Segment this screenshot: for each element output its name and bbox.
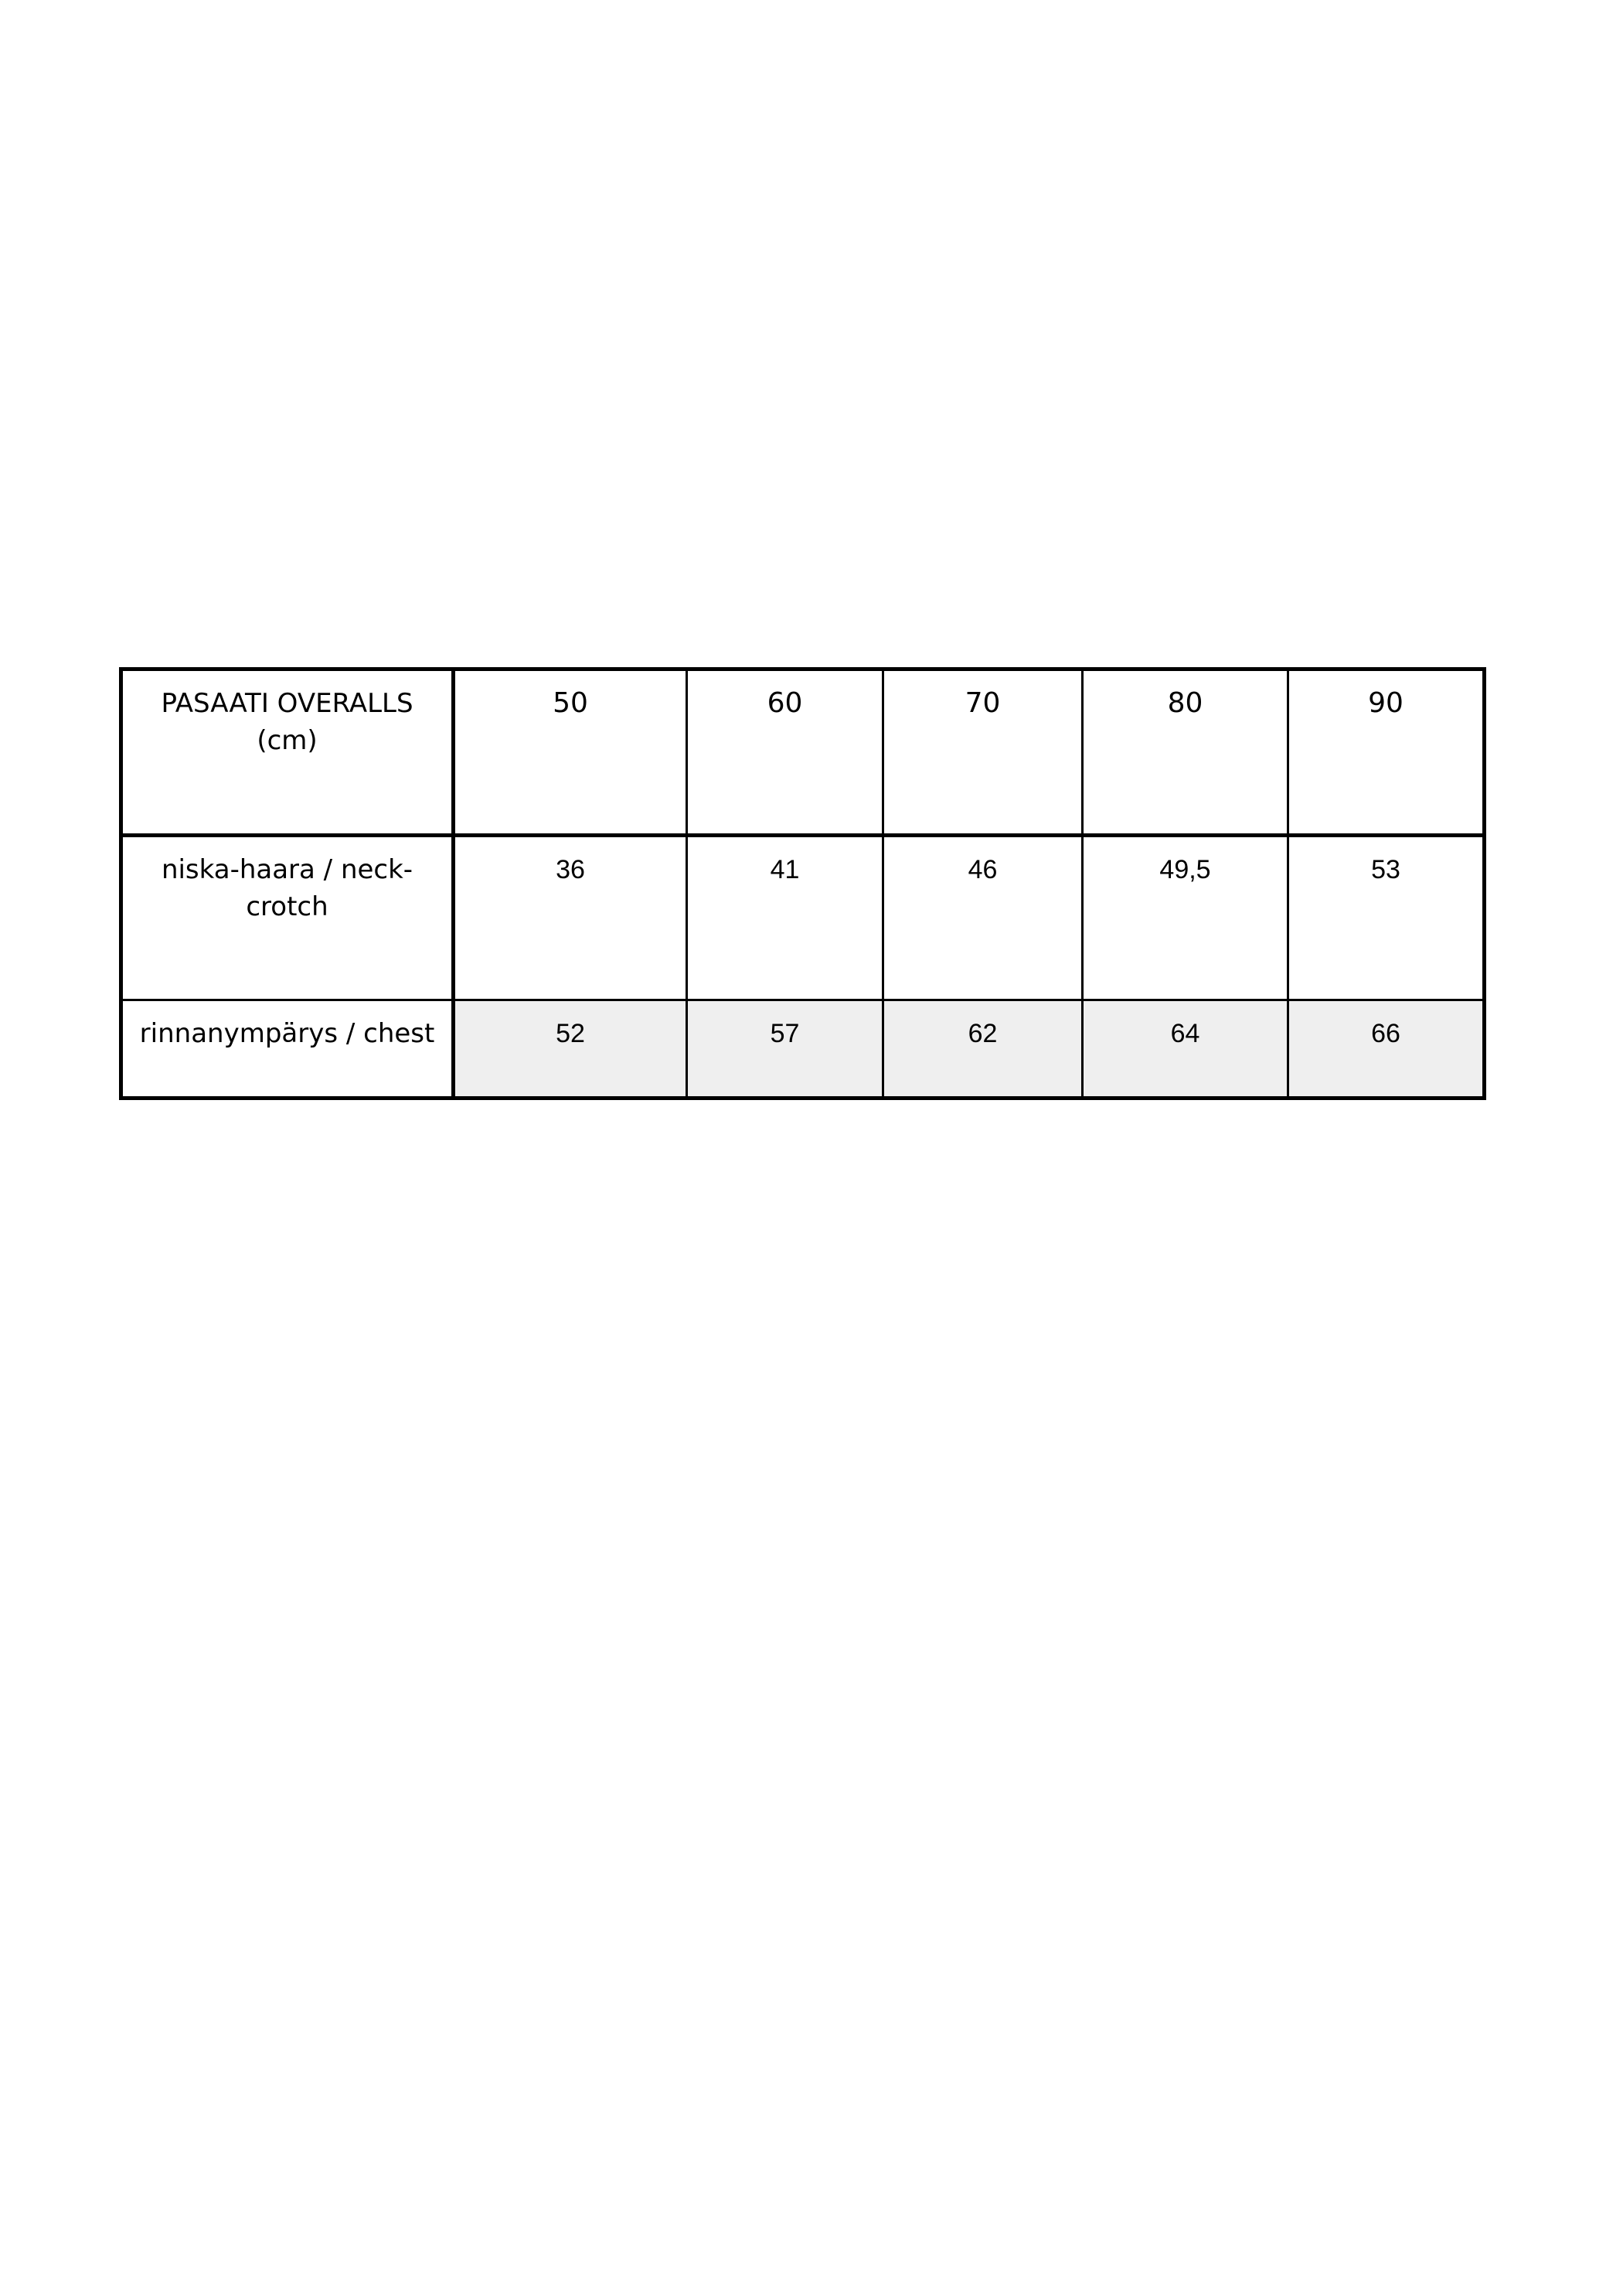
table-cell: 57 <box>687 1000 883 1099</box>
table-unit: (cm) <box>257 725 318 756</box>
table-cell: 52 <box>454 1000 687 1099</box>
table-cell: 64 <box>1083 1000 1288 1099</box>
table-cell: 36 <box>454 836 687 1000</box>
table-row-chest <box>121 1000 1485 1099</box>
table-cell: 49,5 <box>1083 836 1288 1000</box>
size-header-80: 80 <box>1083 669 1288 836</box>
table-cell: 46 <box>883 836 1083 1000</box>
row-label-line: rinnanympärys / chest <box>139 1018 435 1050</box>
row-label-line: crotch <box>246 891 328 923</box>
table-row-neck-crotch <box>121 836 1485 1000</box>
table-cell: 41 <box>687 836 883 1000</box>
size-header-90: 90 <box>1288 669 1485 836</box>
size-header-70: 70 <box>883 669 1083 836</box>
table-cell: 53 <box>1288 836 1485 1000</box>
table-cell: 62 <box>883 1000 1083 1099</box>
row-label-chest <box>121 1000 454 1099</box>
row-label-line: niska-haara / neck- <box>161 854 413 886</box>
row-label-neck-crotch <box>121 836 454 1000</box>
table-title: PASAATI OVERALLS <box>161 688 413 719</box>
size-chart-table <box>119 667 1486 1100</box>
size-header-50: 50 <box>454 669 687 836</box>
table-header-row <box>121 669 1485 836</box>
table-title-cell <box>121 669 454 836</box>
size-header-60: 60 <box>687 669 883 836</box>
table-cell: 66 <box>1288 1000 1485 1099</box>
